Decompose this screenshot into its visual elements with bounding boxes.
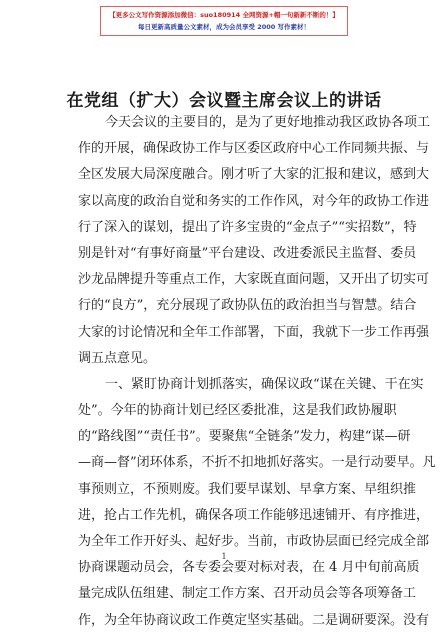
page-number: 1 (221, 552, 227, 561)
paragraph-line: 的“路线图”“责任书”。要聚焦“全链条”发力，构建“谋—研 (78, 429, 411, 445)
paragraph-line: 全区发展大局深度融合。刚才听了大家的汇报和建议，感到大 (78, 167, 430, 183)
promo-banner-line-2: 每日更新高质量公文素材，成为会员享受 2000 写作素材！ (137, 23, 311, 31)
paragraph-line: 今天会议的主要目的，是为了更好地推动我区政协各项工 (105, 115, 431, 130)
paragraph-line: 协商课题动员会，各专委会要对标对表，在 4 月中旬前高质 (78, 560, 420, 576)
document-title: 在党组（扩大）会议暨主席会议上的讲话 (66, 91, 382, 111)
paragraph-line: 大家的讨论情况和全年工作部署，下面，我就下一步工作再强 (78, 324, 430, 340)
paragraph-line: 为全年工作开好头、起好步。当前，市政协层面已经完成全部 (78, 534, 430, 549)
paragraph-line: —商—督”闭环体系，不折不扣地抓好落实。一是行动要早。凡 (78, 455, 436, 471)
paragraph-line: 沙龙品牌提升等重点工作，大家既直面问题，又开出了切实可 (78, 272, 430, 288)
promo-banner-line-1: 【更多公文写作资源添加微信：suo180914 全网资源+帽一句新新不断的！】 (109, 11, 339, 19)
paragraph-line: 作的开展，确保政协工作与区委区政府中心工作同频共振、与 (78, 141, 430, 157)
paragraph-line: 一、紧盯协商计划抓落实，确保议政“谋在关键、干在实 (105, 376, 424, 392)
paragraph-line: 处”。今年的协商计划已经区委批准，这是我们政协履职 (78, 403, 397, 419)
paragraph-line: 量完成队伍组建、制定工作方案、召开动员会等各项筹备工 (78, 586, 417, 602)
paragraph-line: 家以高度的政治自觉和务实的工作作风，对今年的政协工作进 (78, 193, 430, 209)
paragraph-line: 调五点意见。 (78, 350, 157, 366)
paragraph-line: 别是针对“有事好商量”平台建设、改进委派民主监督、委员 (78, 245, 417, 261)
paragraph-line: 事预则立，不预则废。我们要早谋划、早拿方案、早组织推 (78, 481, 417, 497)
promo-banner (100, 6, 348, 36)
paragraph-line: 进，抢占工作先机，确保各项工作能够迅速铺开、有序推进， (78, 507, 430, 523)
paragraph-line: 行的“良方”，充分展现了政协队伍的政治担当与智慧。结合 (78, 298, 417, 314)
paragraph-line: 行了深入的谋划，提出了许多宝贵的“金点子”“实招数”，特 (78, 219, 417, 235)
paragraph-line: 作，为全年协商议政工作奠定坚实基础。二是调研要深。没有 (78, 612, 430, 628)
